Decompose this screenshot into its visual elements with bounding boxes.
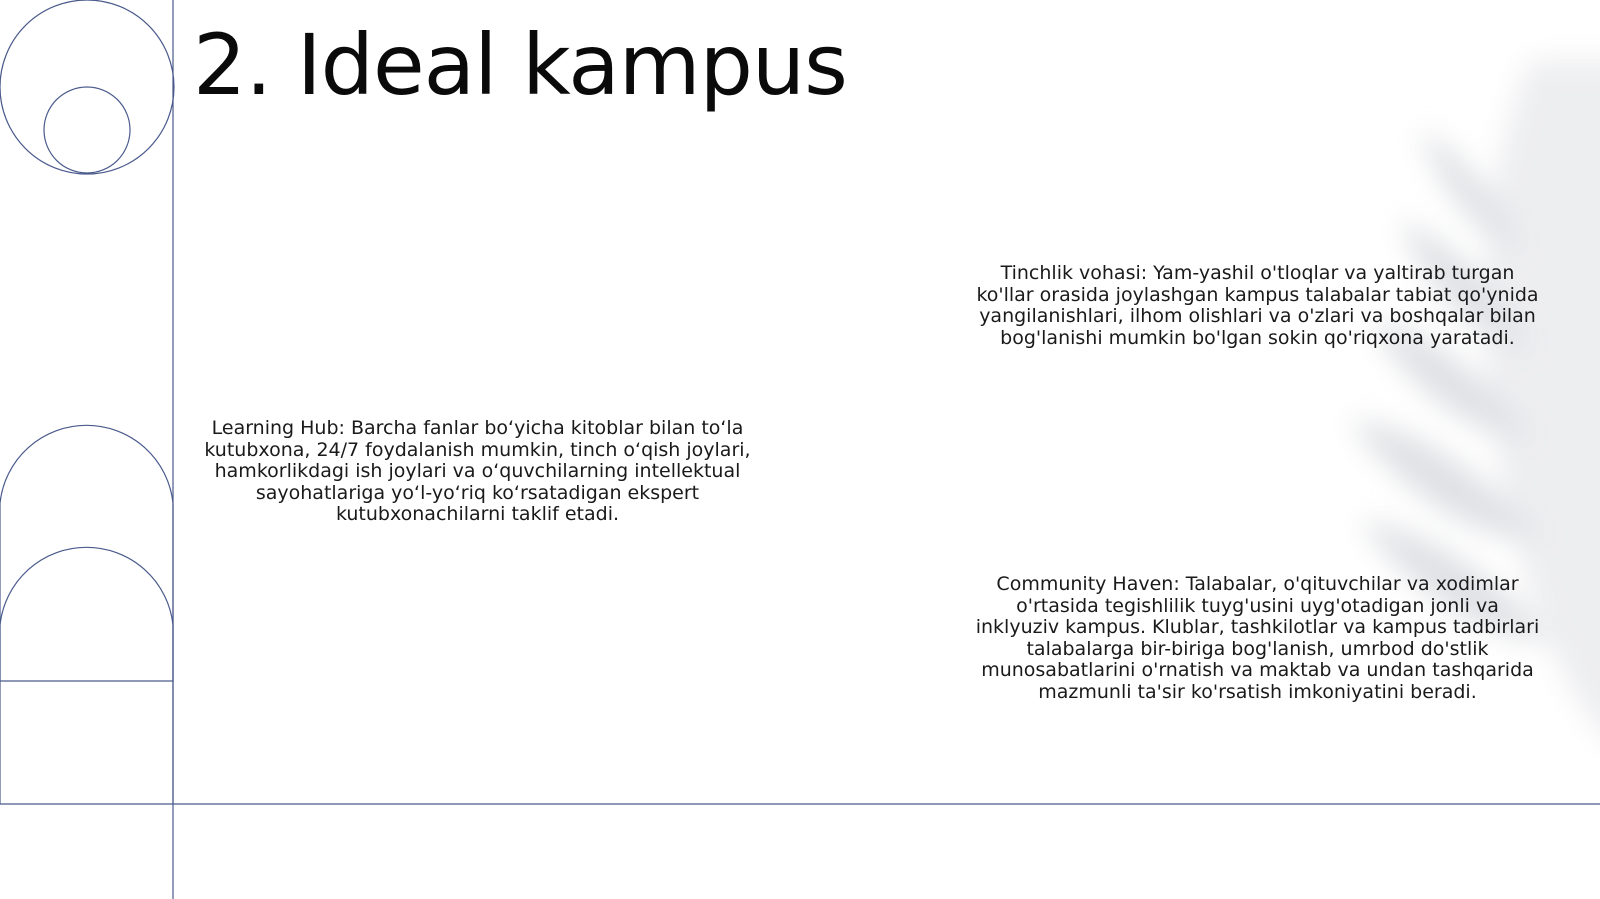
tall-arch-shape xyxy=(0,425,173,804)
learning-hub-text: Learning Hub: Barcha fanlar bo‘yicha kitoblar bilan to‘la kutubxona, 24/7 foydalanish mumkin, tinch o‘qish joylari, hamkorlikdagi ish joylari va o‘quvchilarning intellektual sayohatlariga yo‘l-yo‘riq ko‘rsatadigan ekspert kutubxonachilarni taklif etadi. xyxy=(204,417,751,525)
slide-title: 2. Ideal kampus xyxy=(193,16,847,114)
short-arch-shape xyxy=(0,547,173,681)
community-haven-text: Community Haven: Talabalar, o'qituvchilar va xodimlar o'rtasida tegishlilik tuyg'usini uyg'otadigan jonli va inklyuziv kampus. Klublar, tashkilotlar va kampus tadbirlari talabalarga bir-biriga bog'lanish, umrbod do'stlik munosabatlarini o'rnatish va maktab va undan tashqarida mazmunli ta'sir ko'rsatish imkoniyatini beradi. xyxy=(975,573,1540,703)
tinchlik-vohasi-text: Tinchlik vohasi: Yam-yashil o'tloqlar va yaltirab turgan ko'llar orasida joylashgan kampus talabalar tabiat qo'ynida yangilanishlari, ilhom olishlari va o'zlari va boshqalar bilan bog'lanishi mumkin bo'lgan sokin qo'riqxona yaratadi. xyxy=(976,262,1539,349)
small-circle-shape xyxy=(44,87,130,173)
